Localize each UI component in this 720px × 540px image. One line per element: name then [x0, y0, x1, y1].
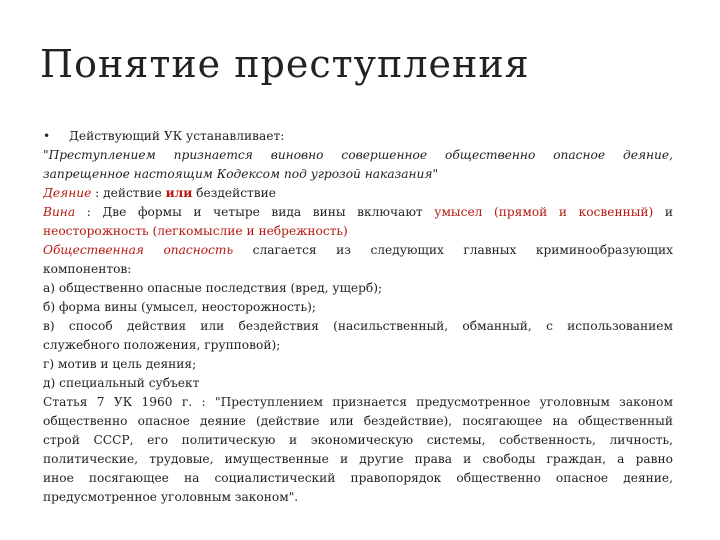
item-g: г) мотив и цель деяния; [43, 357, 197, 371]
guilt-mid: : Две формы и четыре вида вины включают [75, 205, 435, 219]
definition-line-1 [43, 146, 673, 165]
article-line-6: предусмотренное уголовным законом". [43, 490, 299, 504]
article-line-2: общественно опасное деяние (действие или бездействие), посягающее на общественный [43, 414, 673, 428]
slide-body [43, 127, 673, 507]
guilt-intent: умысел (прямой и косвенный) [434, 205, 654, 219]
intro-row [43, 127, 673, 146]
definition-line-2 [43, 165, 673, 184]
article-line-3: строй СССР, его политическую и экономическую системы, собственность, личность, [43, 433, 673, 447]
guilt-line-2: неосторожность (легкомыслие и небрежность) [43, 224, 348, 238]
intro-text: Действующий УК устанавливает: [69, 129, 285, 143]
deed-or: или [165, 186, 193, 200]
guilt-term: Вина [43, 205, 76, 219]
quote-close: " [432, 167, 439, 181]
item-b: б) форма вины (умысел, неосторожность); [43, 300, 317, 314]
item-d: д) специальный субъект [43, 376, 200, 390]
article-line-5: иное посягающее на социалистический правопорядок общественно опасное деяние, [43, 471, 673, 485]
deed-rest: бездействие [192, 186, 276, 200]
quote-open: " [43, 148, 49, 162]
definition-term: Преступлением [48, 148, 156, 162]
bullet-icon: • [43, 129, 51, 143]
danger-line-1 [43, 241, 673, 260]
slide-title: Понятие преступления [40, 42, 530, 86]
guilt-line-1 [43, 203, 673, 222]
danger-line-2: компонентов: [43, 262, 132, 276]
definition-text-1: признается виновно совершенное общественно опасное деяние, [155, 148, 673, 162]
item-c-line-2: служебного положения, групповой); [43, 338, 281, 352]
guilt-and: и [653, 205, 673, 219]
article-line-4: политические, трудовые, имущественные и другие права и свободы граждан, а равно [43, 452, 673, 466]
deed-term: Деяние [43, 186, 92, 200]
deed-line [43, 184, 673, 203]
definition-text-2: запрещенное настоящим Кодексом под угрозой наказания [43, 167, 433, 181]
item-a: а) общественно опасные последствия (вред, ущерб); [43, 281, 383, 295]
deed-colon: : действие [91, 186, 166, 200]
item-c-line-1: в) способ действия или бездействия (насильственный, обманный, с использованием [43, 319, 673, 333]
danger-term: Общественная опасность [43, 243, 234, 257]
danger-rest: слагается из следующих главных криминообразующих [233, 243, 673, 257]
article-line-1: Статья 7 УК 1960 г. : "Преступлением признается предусмотренное уголовным законом [43, 395, 673, 409]
